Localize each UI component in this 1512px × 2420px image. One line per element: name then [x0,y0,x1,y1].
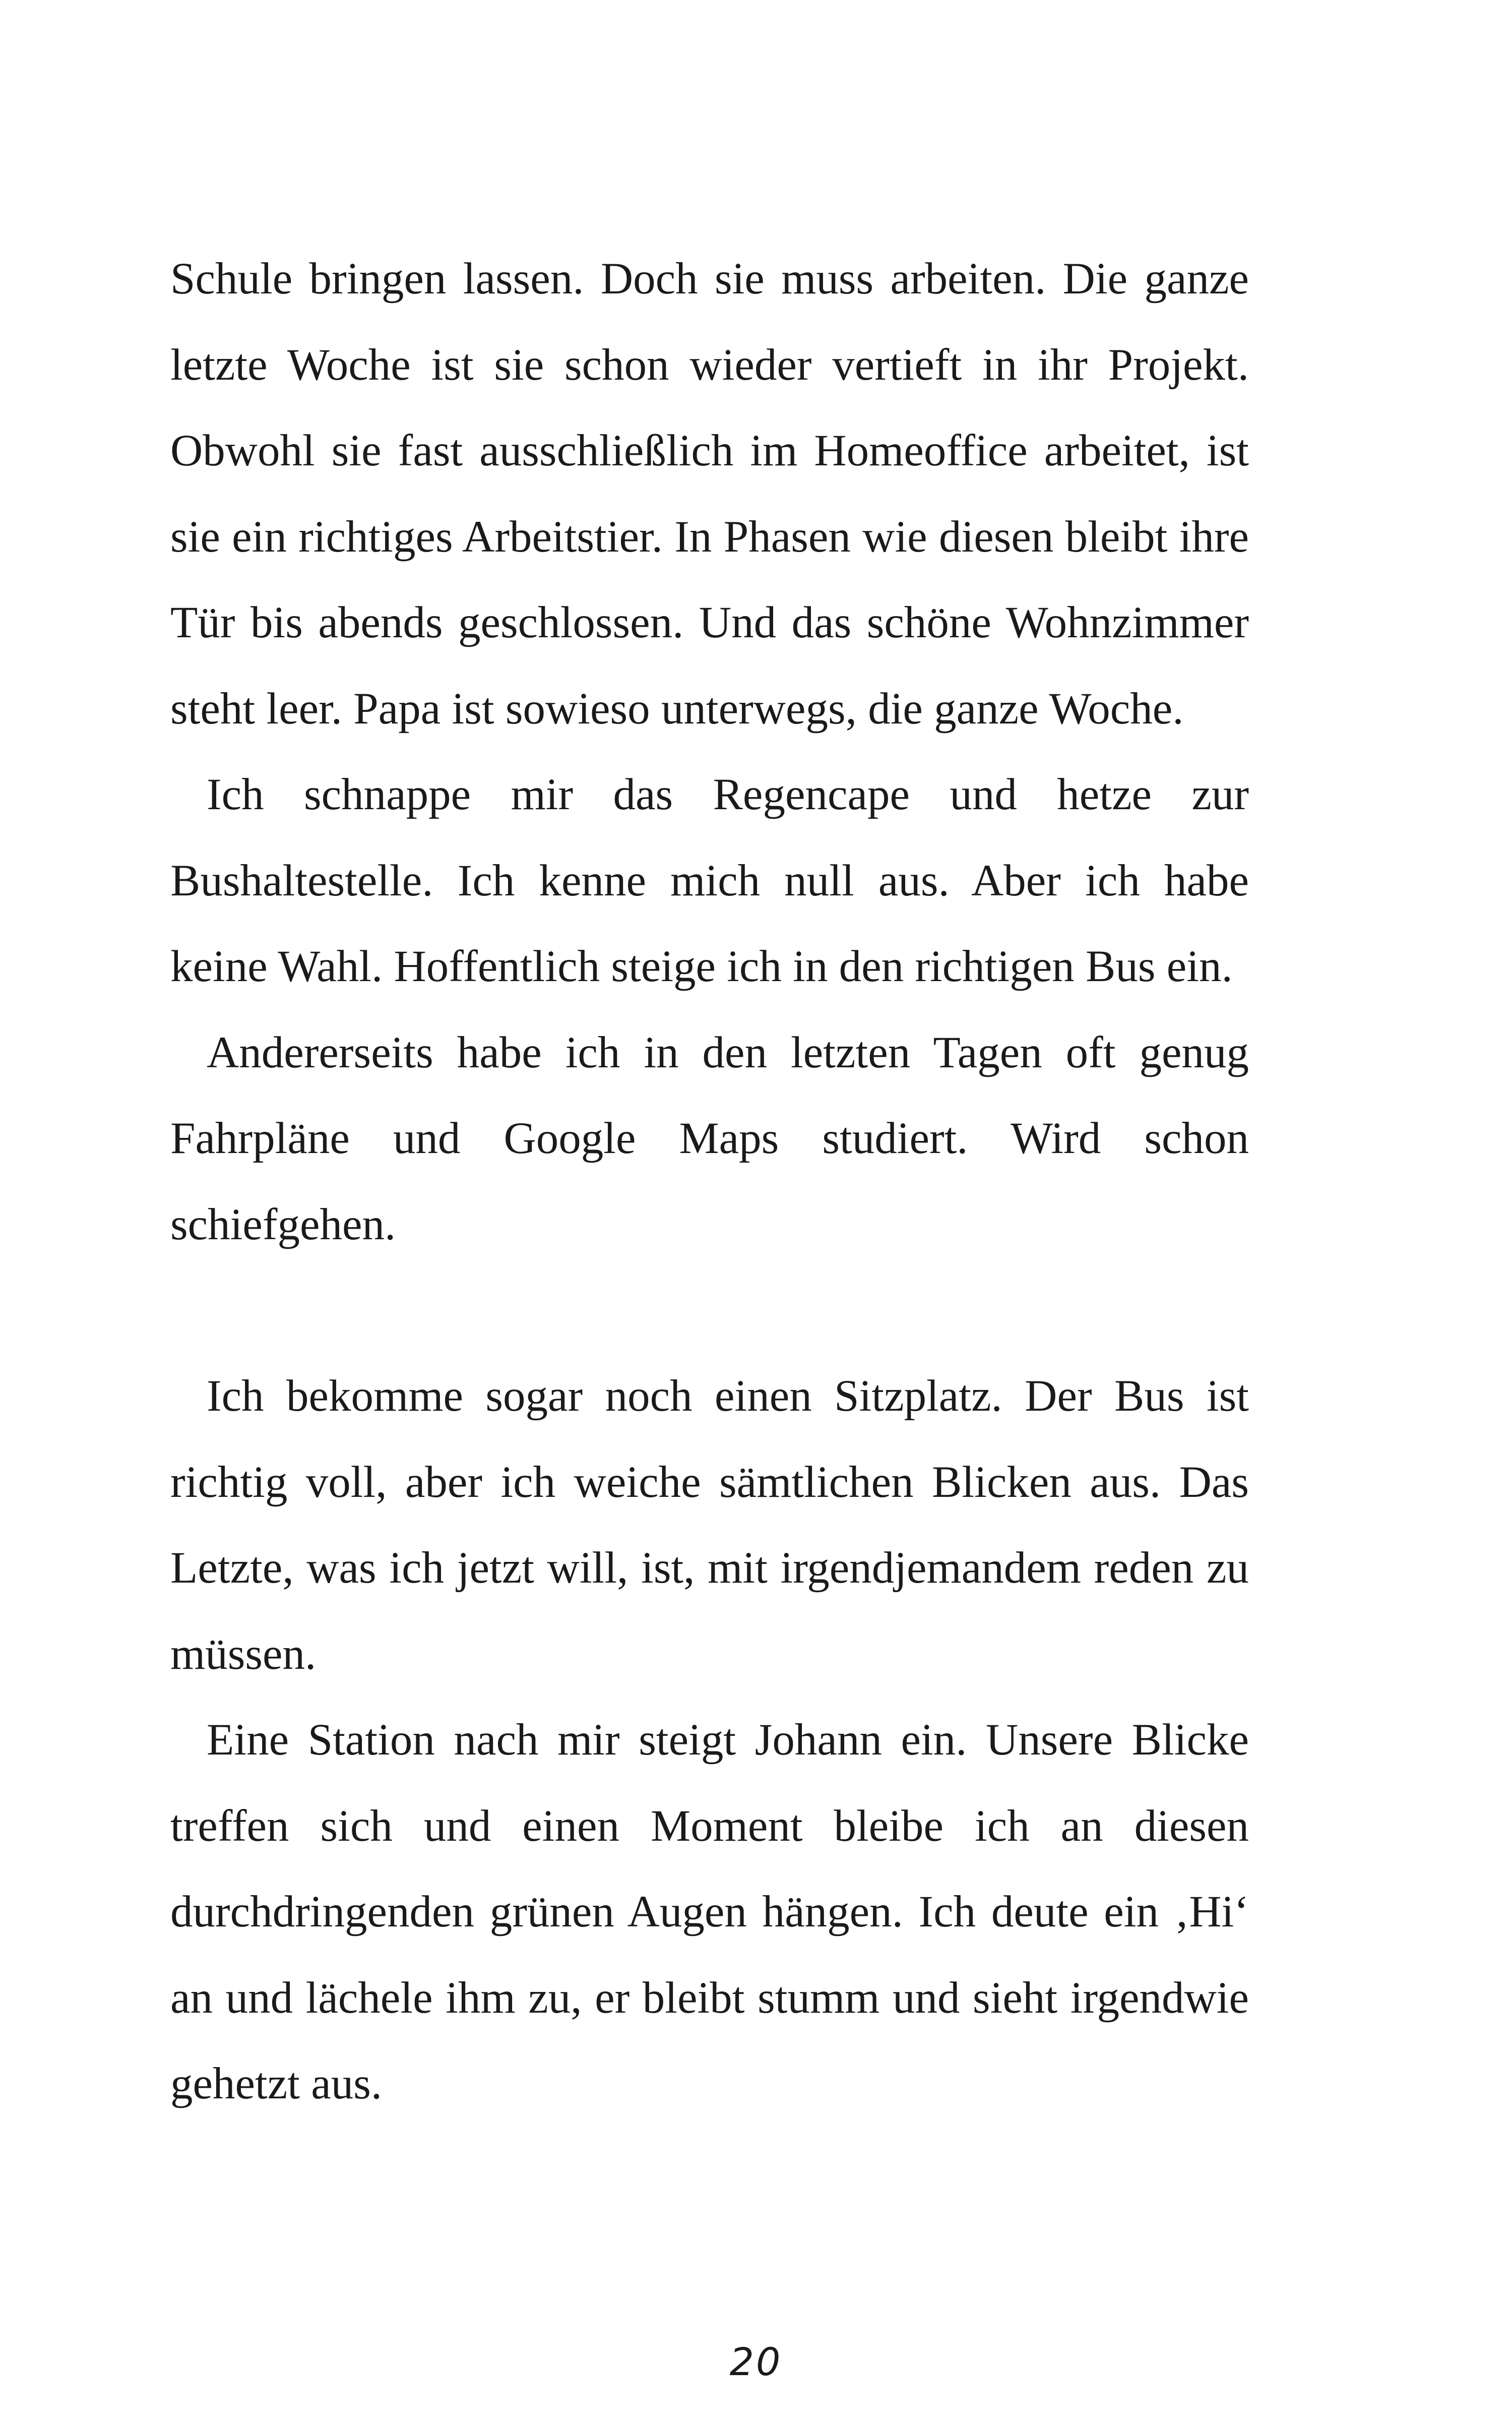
paragraph-1: Schule bringen lassen. Doch sie muss arbeiten. Die ganze letzte Woche ist sie schon wieder vertieft in ihr Projekt. Obwohl sie fast ausschließlich im Homeoffice arbeitet, ist sie ein richtiges Arbeitstier. In Phasen wie diesen bleibt ihre Tür bis abends geschlossen. Und das schöne Wohnzimmer steht leer. Papa ist sowieso unterwegs, die ganze Woche. [170,254,1249,734]
section-break [170,1267,1249,1353]
body-text [170,236,1249,2127]
paragraph-2: Ich schnappe mir das Regencape und hetze zur Bushaltestelle. Ich kenne mich null aus. Aber ich habe keine Wahl. Hoffentlich steige ich in den richtigen Bus ein. [170,770,1249,991]
paragraph-5: Eine Station nach mir steigt Johann ein. Unsere Blicke treffen sich und einen Moment bleibe ich an diesen durchdringenden grünen Augen hängen. Ich deute ein ‚Hi‘ an und lächele ihm zu, er bleibt stumm und sieht irgendwie gehetzt aus. [170,1715,1249,2108]
paragraph-4: Ich bekomme sogar noch einen Sitzplatz. Der Bus ist richtig voll, aber ich weiche sämtlichen Blicken aus. Das Letzte, was ich jetzt will, ist, mit irgendjemandem reden zu müssen. [170,1371,1249,1679]
paragraph-3: Andererseits habe ich in den letzten Tagen oft genug Fahrpläne und Google Maps studiert. Wird schon schiefgehen. [170,1027,1249,1249]
page-number: 20 [729,2339,783,2384]
